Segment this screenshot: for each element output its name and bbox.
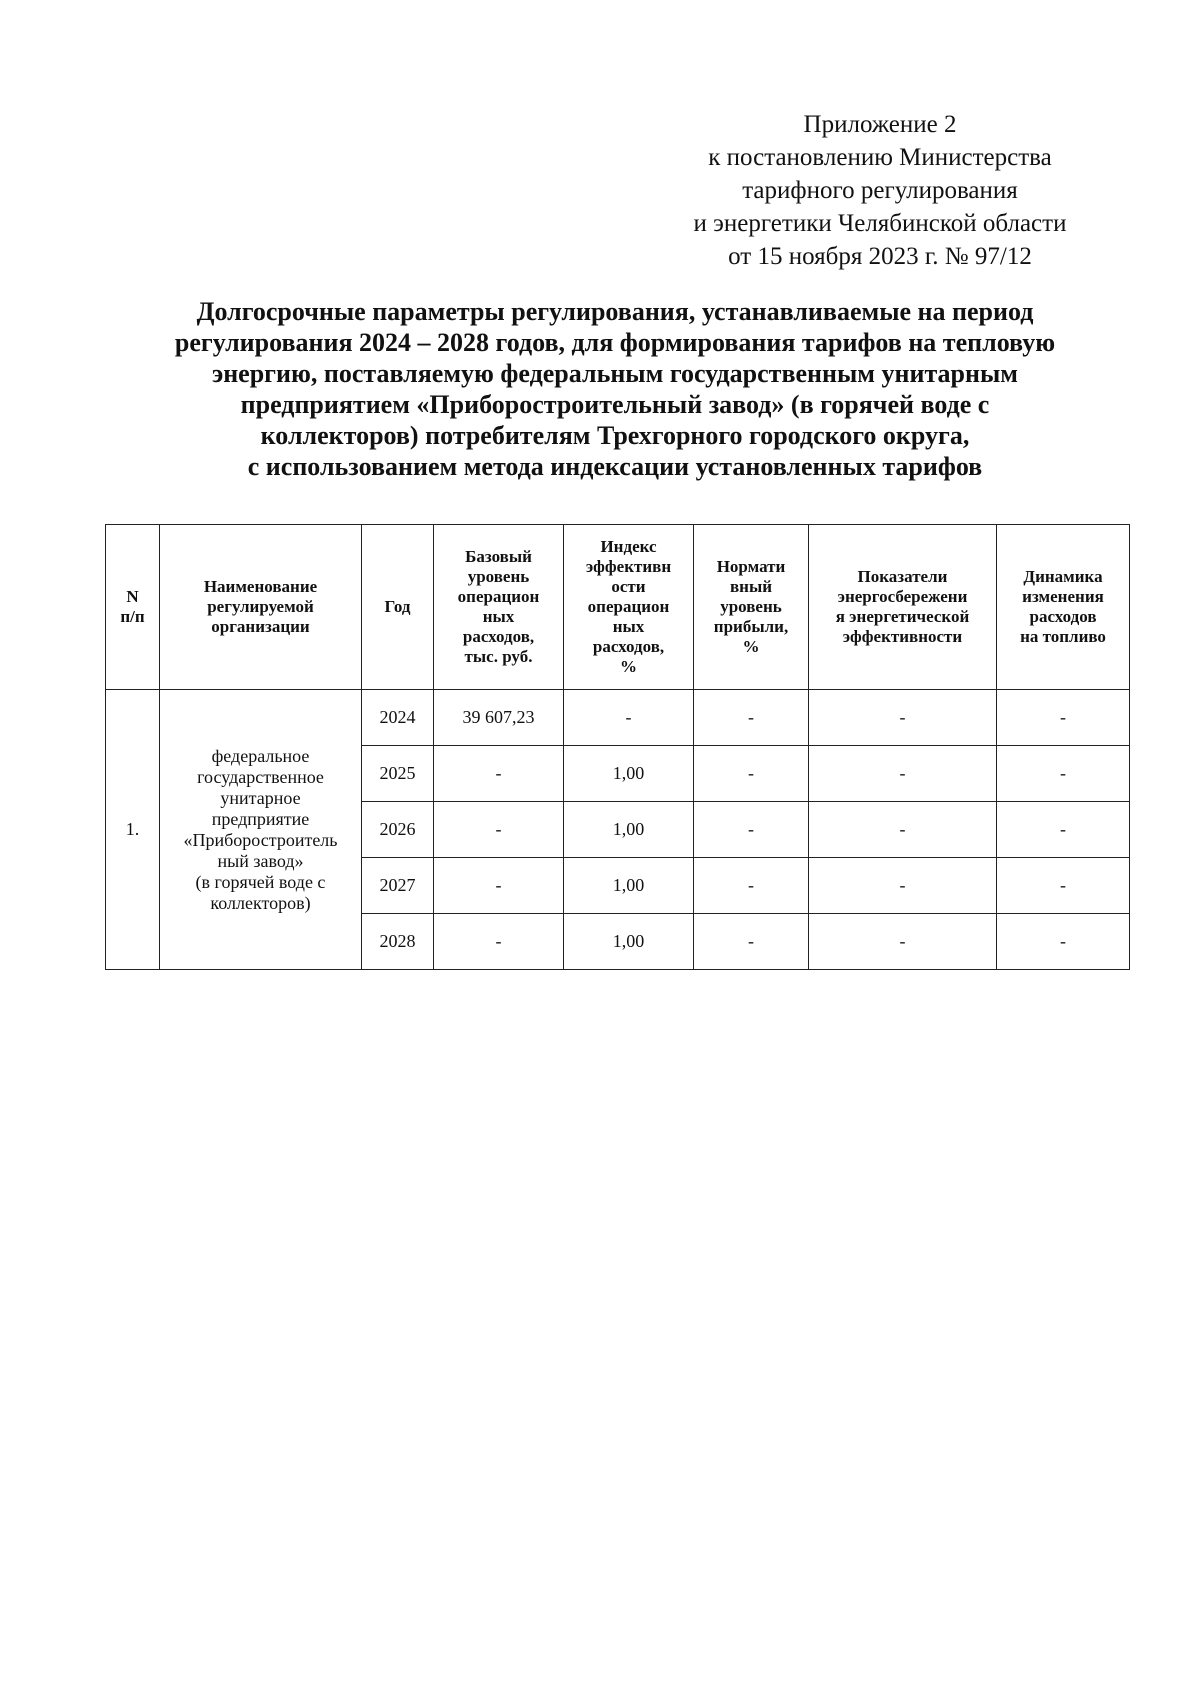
cell-base-opex: -	[434, 802, 564, 858]
cell-efficiency-index: 1,00	[564, 802, 694, 858]
cell-efficiency-index: -	[564, 690, 694, 746]
appendix-line: от 15 ноября 2023 г. № 97/12	[728, 243, 1032, 270]
cell-efficiency-index: 1,00	[564, 858, 694, 914]
cell-energy-saving: -	[809, 690, 997, 746]
appendix-line: Приложение 2	[803, 111, 957, 138]
cell-profit-level: -	[694, 690, 809, 746]
parameters-table	[105, 524, 1130, 970]
cell-base-opex: 39 607,23	[434, 690, 564, 746]
cell-year: 2028	[362, 914, 434, 970]
cell-fuel-dynamics: -	[997, 746, 1130, 802]
cell-fuel-dynamics: -	[997, 914, 1130, 970]
organization-name: федеральное государственное унитарное предприятие «Приборостроитель ный завод» (в горячей воде с коллекторов)	[160, 690, 362, 970]
header-year: Год	[362, 525, 434, 690]
appendix-header	[650, 108, 1110, 273]
appendix-line: тарифного регулирования	[742, 177, 1018, 204]
header-number: N п/п	[106, 525, 160, 690]
appendix-line: и энергетики Челябинской области	[693, 210, 1067, 237]
cell-fuel-dynamics: -	[997, 858, 1130, 914]
cell-year: 2027	[362, 858, 434, 914]
header-efficiency-index: Индекс эффективн ости операцион ных расходов, %	[564, 525, 694, 690]
cell-profit-level: -	[694, 746, 809, 802]
table-header-row	[106, 525, 1130, 690]
cell-base-opex: -	[434, 746, 564, 802]
header-organization: Наименование регулируемой организации	[160, 525, 362, 690]
title-line: с использованием метода индексации установленных тарифов	[247, 452, 983, 481]
cell-energy-saving: -	[809, 746, 997, 802]
header-profit-level: Нормати вный уровень прибыли, %	[694, 525, 809, 690]
cell-fuel-dynamics: -	[997, 690, 1130, 746]
cell-energy-saving: -	[809, 914, 997, 970]
cell-profit-level: -	[694, 802, 809, 858]
title-line: Долгосрочные параметры регулирования, устанавливаемые на период	[196, 297, 1034, 326]
cell-year: 2026	[362, 802, 434, 858]
document-title	[100, 296, 1130, 482]
cell-year: 2025	[362, 746, 434, 802]
title-line: предприятием «Приборостроительный завод» (в горячей воде с	[240, 390, 990, 419]
header-fuel-dynamics: Динамика изменения расходов на топливо	[997, 525, 1130, 690]
appendix-line: к постановлению Министерства	[708, 144, 1052, 171]
cell-profit-level: -	[694, 914, 809, 970]
title-line: энергию, поставляемую федеральным государственным унитарным	[211, 359, 1019, 388]
cell-year: 2024	[362, 690, 434, 746]
cell-energy-saving: -	[809, 802, 997, 858]
header-energy-saving: Показатели энергосбережени я энергетической эффективности	[809, 525, 997, 690]
cell-fuel-dynamics: -	[997, 802, 1130, 858]
cell-base-opex: -	[434, 914, 564, 970]
cell-energy-saving: -	[809, 858, 997, 914]
table-row	[106, 690, 1130, 746]
cell-efficiency-index: 1,00	[564, 746, 694, 802]
title-line: коллекторов) потребителям Трехгорного городского округа,	[260, 421, 970, 450]
row-number: 1.	[106, 690, 160, 970]
header-base-opex: Базовый уровень операцион ных расходов, тыс. руб.	[434, 525, 564, 690]
title-line: регулирования 2024 – 2028 годов, для формирования тарифов на тепловую	[174, 328, 1056, 357]
cell-efficiency-index: 1,00	[564, 914, 694, 970]
cell-base-opex: -	[434, 858, 564, 914]
cell-profit-level: -	[694, 858, 809, 914]
